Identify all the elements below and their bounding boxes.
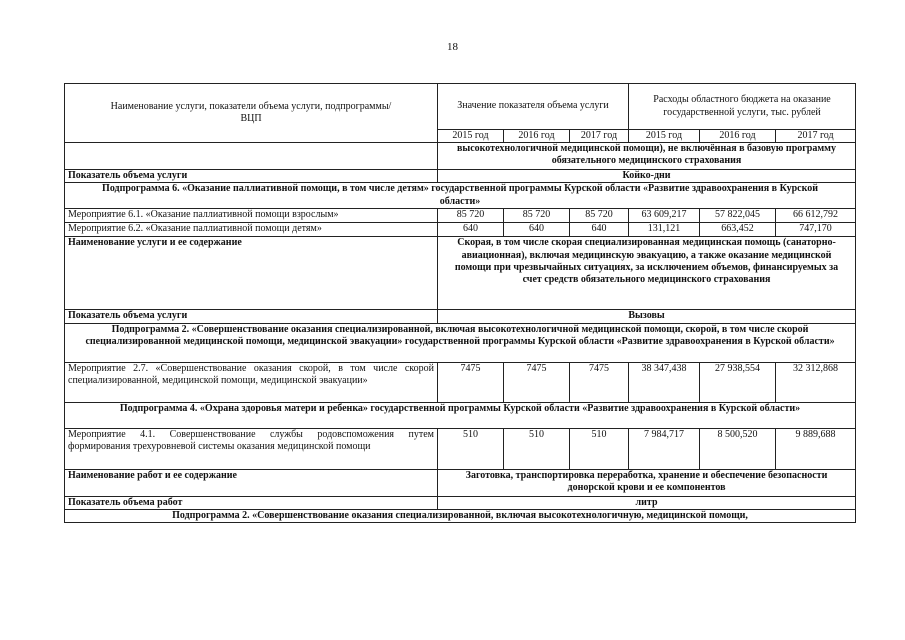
value-cell: 510: [570, 428, 629, 469]
work-label: Наименование работ и ее содержание: [65, 469, 438, 496]
page-number: 18: [447, 41, 458, 53]
value-cell: 640: [438, 223, 504, 237]
indicator-label: Показатель объема работ: [65, 496, 438, 509]
value-cell: 7475: [504, 362, 570, 402]
service-label: Наименование услуги и ее содержание: [65, 237, 438, 310]
measure-row: [65, 362, 856, 402]
subprogram-row: [65, 323, 856, 362]
value-cell: 510: [504, 428, 570, 469]
expense-cell: 7 984,717: [629, 428, 700, 469]
expense-cell: 63 609,217: [629, 209, 700, 223]
budget-table: [64, 83, 856, 523]
indicator-row: [65, 170, 856, 183]
subprogram-row: [65, 183, 856, 209]
subprogram-title: Подпрограмма 2. «Совершенствование оказания специализированной, включая высокотехнологичную, медицинской помощи,: [65, 509, 856, 522]
service-description: высокотехнологичной медицинской помощи), не включённая в базовую программу обязательного медицинского страхования: [438, 143, 856, 170]
work-row: [65, 469, 856, 496]
expense-cell: 57 822,045: [700, 209, 776, 223]
indicator-row: [65, 310, 856, 323]
indicator-label: Показатель объема услуги: [65, 310, 438, 323]
year-cell: 2017 год: [570, 130, 629, 143]
expense-cell: 38 347,438: [629, 362, 700, 402]
value-cell: 85 720: [504, 209, 570, 223]
measure-row: [65, 223, 856, 237]
value-cell: 640: [570, 223, 629, 237]
indicator-row: [65, 496, 856, 509]
value-cell: 85 720: [438, 209, 504, 223]
subprogram-title: Подпрограмма 2. «Совершенствование оказания специализированной, включая высокотехнологичной медицинской помощи, скорой, в том числе скорой специализированной медицинской помощи, медицинской эвакуации» государственной программы Курской области «Развитие здравоохранения в Курской области»: [65, 323, 856, 362]
service-continuation-row: [65, 143, 856, 170]
year-cell: 2015 год: [438, 130, 504, 143]
measure-label: Мероприятие 4.1. Совершенствование службы родовспоможения путем формирования трехуровневой системы оказания медицинской помощи: [65, 428, 438, 469]
indicator-label: Показатель объема услуги: [65, 170, 438, 183]
header-name-cell: Наименование услуги, показатели объема услуги, подпрограммы/ВЦП: [65, 84, 438, 143]
value-cell: 7475: [438, 362, 504, 402]
expense-cell: 32 312,868: [776, 362, 856, 402]
expense-cell: 8 500,520: [700, 428, 776, 469]
service-row: [65, 237, 856, 310]
indicator-value: литр: [438, 496, 856, 509]
year-cell: 2016 год: [504, 130, 570, 143]
empty-cell: [65, 143, 438, 170]
expense-cell: 27 938,554: [700, 362, 776, 402]
value-cell: 510: [438, 428, 504, 469]
header-expenses-cell: Расходы областного бюджета на оказание государственной услуги, тыс. рублей: [629, 84, 856, 130]
measure-label: Мероприятие 6.1. «Оказание паллиативной помощи взрослым»: [65, 209, 438, 223]
expense-cell: 747,170: [776, 223, 856, 237]
value-cell: 85 720: [570, 209, 629, 223]
value-cell: 640: [504, 223, 570, 237]
header-row: [65, 84, 856, 130]
measure-label: Мероприятие 6.2. «Оказание паллиативной помощи детям»: [65, 223, 438, 237]
work-description: Заготовка, транспортировка переработка, хранение и обеспечение безопасности донорской крови и ее компонентов: [438, 469, 856, 496]
subprogram-row: [65, 402, 856, 428]
indicator-value: Койко-дни: [438, 170, 856, 183]
year-cell: 2015 год: [629, 130, 700, 143]
measure-row: [65, 428, 856, 469]
service-description: Скорая, в том числе скорая специализированная медицинская помощь (санаторно-авиационная), включая медицинскую эвакуацию, а также оказание медицинской помощи при чрезвычайных ситуациях, за исключением объемов, финансируемых за счет средств обязательного медицинского страхования: [438, 237, 856, 310]
expense-cell: 66 612,792: [776, 209, 856, 223]
header-values-cell: Значение показателя объема услуги: [438, 84, 629, 130]
subprogram-title: Подпрограмма 4. «Охрана здоровья матери и ребенка» государственной программы Курской области «Развитие здравоохранения в Курской области»: [65, 402, 856, 428]
year-cell: 2016 год: [700, 130, 776, 143]
subprogram-row: [65, 509, 856, 522]
expense-cell: 663,452: [700, 223, 776, 237]
year-cell: 2017 год: [776, 130, 856, 143]
measure-label: Мероприятие 2.7. «Совершенствование оказания скорой, в том числе скорой специализированной, медицинской помощи, медицинской эвакуации»: [65, 362, 438, 402]
measure-row: [65, 209, 856, 223]
value-cell: 7475: [570, 362, 629, 402]
expense-cell: 9 889,688: [776, 428, 856, 469]
indicator-value: Вызовы: [438, 310, 856, 323]
expense-cell: 131,121: [629, 223, 700, 237]
subprogram-title: Подпрограмма 6. «Оказание паллиативной помощи, в том числе детям» государственной программы Курской области «Развитие здравоохранения в Курской области»: [65, 183, 856, 209]
